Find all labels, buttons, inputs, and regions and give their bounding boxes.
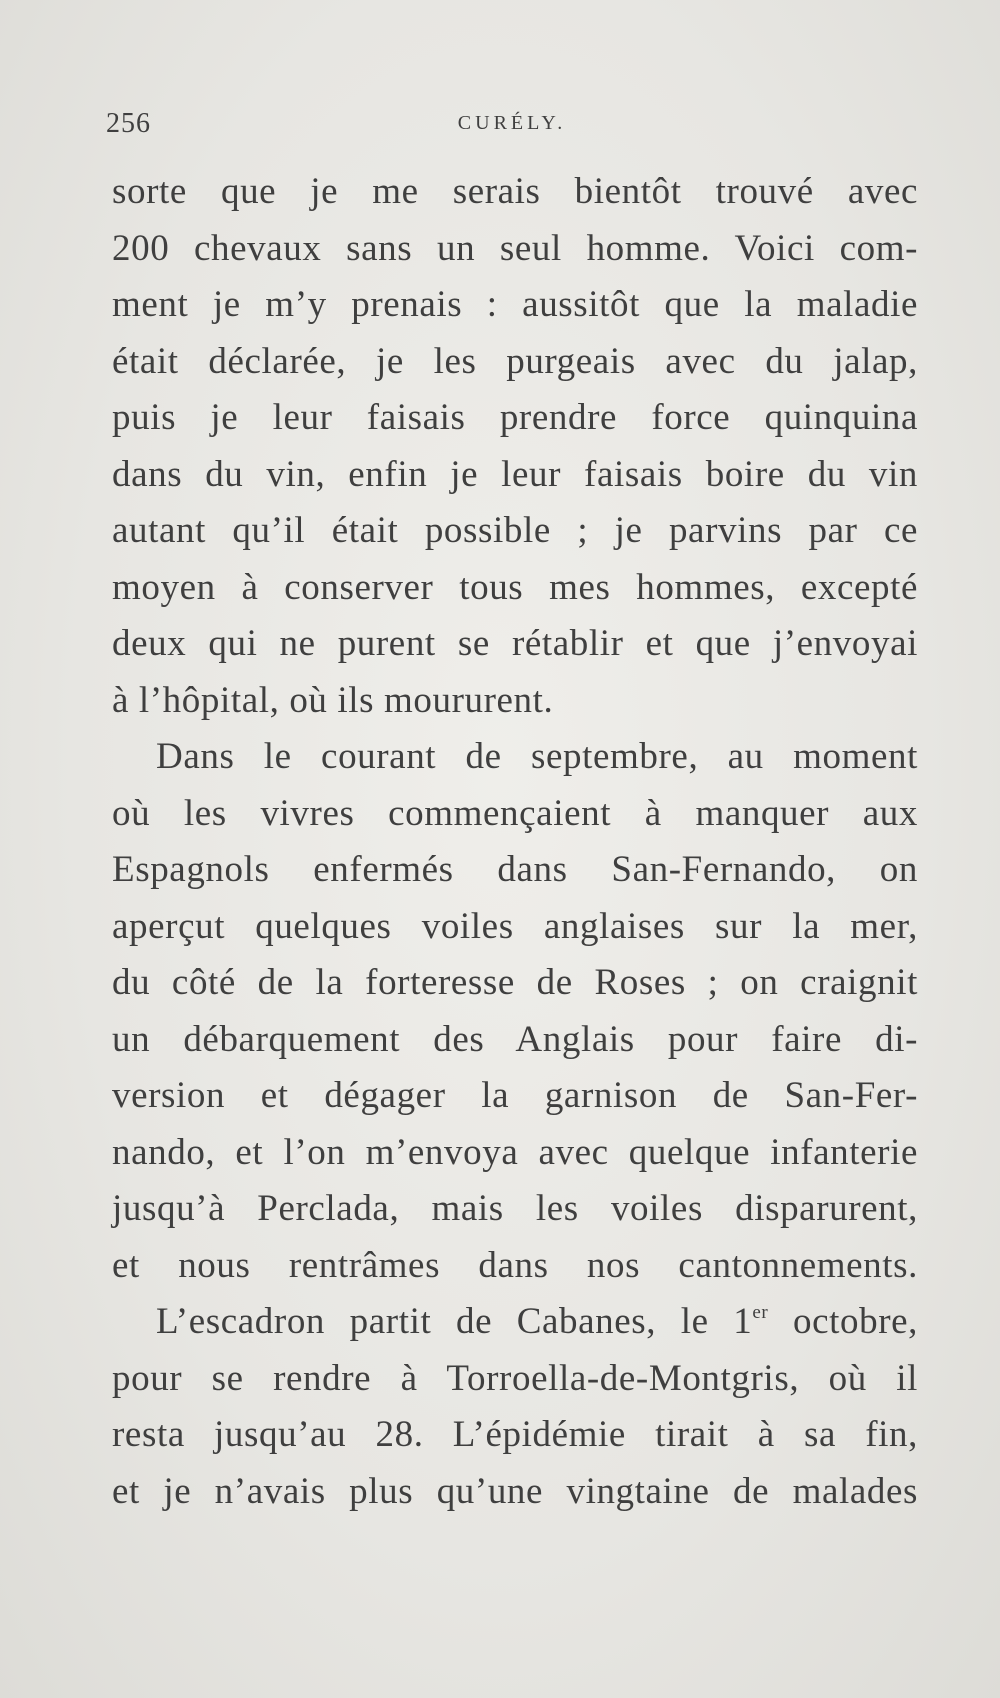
text-line: autant qu’il était possible ; je parvins par ce: [112, 510, 918, 551]
text-fragment: L’escadron partit de Cabanes, le 1: [156, 1301, 753, 1342]
text-line: moyen à conserver tous mes hommes, excepté: [112, 566, 918, 608]
body-text: [112, 164, 918, 1520]
text-line: 200 chevaux sans un seul homme. Voici com-: [112, 227, 918, 269]
text-line: et je n’avais plus qu’une vingtaine de malades: [112, 1470, 918, 1512]
running-title: CURÉLY.: [457, 112, 567, 134]
text-line: [112, 1294, 918, 1351]
page-number: 256: [106, 108, 151, 139]
text-line: resta jusqu’au 28. L’épidémie tirait à sa fin,: [112, 1414, 918, 1455]
text-line: un débarquement des Anglais pour faire di-: [112, 1018, 918, 1060]
text-line: Espagnols enfermés dans San-Fernando, on: [112, 849, 918, 890]
text-line: jusqu’à Perclada, mais les voiles disparurent,: [112, 1188, 918, 1229]
text-line: aperçut quelques voiles anglaises sur la mer,: [112, 905, 918, 947]
text-line: nando, et l’on m’envoya avec quelque infanterie: [112, 1131, 918, 1173]
text-line: version et dégager la garnison de San-Fer-: [112, 1075, 918, 1116]
text-fragment: octobre,: [768, 1301, 918, 1342]
text-line: à l’hôpital, où ils moururent.: [112, 679, 554, 721]
text-line: pour se rendre à Torroella-de-Montgris, où il: [112, 1357, 918, 1399]
text-line: puis je leur faisais prendre force quinquina: [112, 397, 918, 438]
text-line: deux qui ne purent se rétablir et que j’envoyai: [112, 623, 918, 664]
text-line: dans du vin, enfin je leur faisais boire du vin: [112, 453, 918, 495]
text-line: Dans le courant de septembre, au moment: [156, 736, 918, 777]
text-line: et nous rentrâmes dans nos cantonnements.: [112, 1244, 918, 1286]
text-line: sorte que je me serais bientôt trouvé avec: [112, 171, 918, 212]
superscript: er: [752, 1301, 769, 1323]
text-line: ment je m’y prenais : aussitôt que la maladie: [112, 284, 918, 325]
text-line: du côté de la forteresse de Roses ; on craignit: [112, 962, 918, 1003]
text-line: était déclarée, je les purgeais avec du jalap,: [112, 340, 918, 382]
text-line: où les vivres commençaient à manquer aux: [112, 792, 918, 834]
running-head: [106, 108, 918, 144]
